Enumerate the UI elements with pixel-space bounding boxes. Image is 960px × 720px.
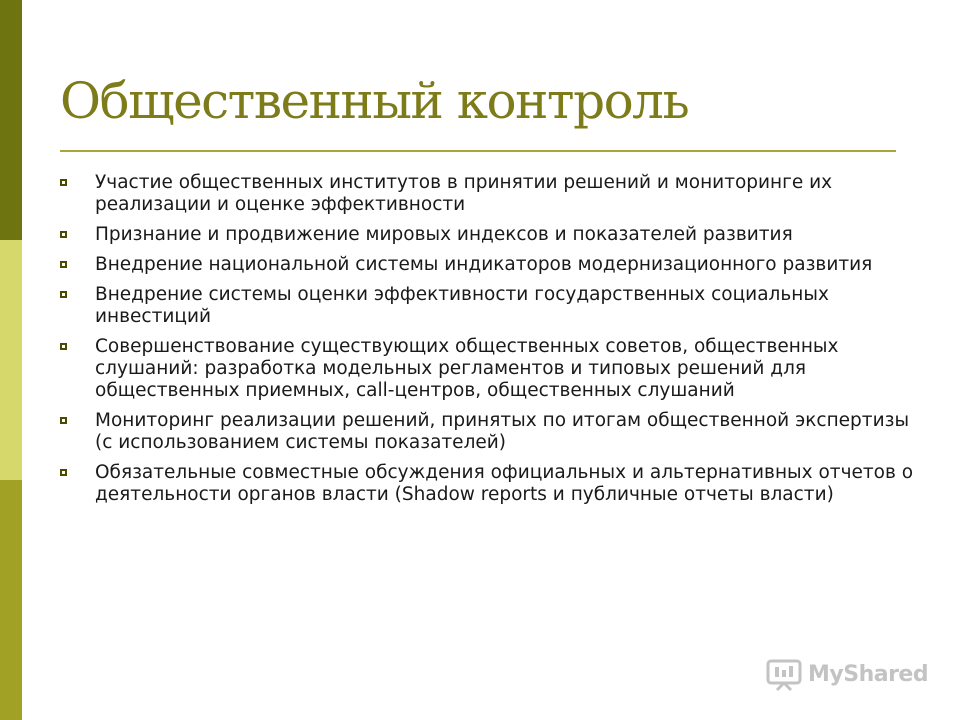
- bullet-item: [60, 284, 930, 328]
- bullet-item: [60, 336, 930, 402]
- title-divider: [60, 150, 896, 152]
- bullet-item: [60, 224, 930, 246]
- sidebar-segment-top: [0, 0, 22, 240]
- bullet-list: [60, 172, 930, 514]
- bullet-text: Признание и продвижение мировых индексов и показателей развития: [95, 224, 793, 245]
- bullet-item: [60, 410, 930, 454]
- sidebar-segment-bottom: [0, 480, 22, 720]
- watermark-text: MyShared: [808, 661, 929, 687]
- square-bullet-icon: [60, 417, 67, 424]
- presentation-board-icon: [766, 657, 802, 691]
- square-bullet-icon: [60, 231, 67, 238]
- myshared-watermark: [766, 656, 928, 692]
- square-bullet-icon: [60, 343, 67, 350]
- bullet-text: Обязательные совместные обсуждения официальных и альтернативных отчетов о деятельности органов власти (Shadow reports и публичные отчеты власти): [95, 462, 914, 505]
- bullet-item: [60, 462, 930, 506]
- bullet-text: Внедрение национальной системы индикаторов модернизационного развития: [95, 254, 873, 275]
- bullet-text: Участие общественных институтов в принятии решений и мониторинге их реализации и оценке эффективности: [95, 172, 833, 215]
- sidebar-segment-middle: [0, 240, 22, 480]
- bullet-text: Мониторинг реализации решений, принятых по итогам общественной экспертизы (с использованием системы показателей): [95, 410, 910, 453]
- square-bullet-icon: [60, 291, 67, 298]
- bullet-text: Совершенствование существующих общественных советов, общественных слушаний: разработка модельных регламентов и типовых решений для общественных приемных, call-центров, общественных слушаний: [95, 336, 839, 401]
- decorative-sidebar: [0, 0, 22, 720]
- bullet-item: [60, 254, 930, 276]
- bullet-text: Внедрение системы оценки эффективности государственных социальных инвестиций: [95, 284, 829, 327]
- slide-title: Общественный контроль: [60, 72, 689, 130]
- square-bullet-icon: [60, 179, 67, 186]
- bullet-item: [60, 172, 930, 216]
- square-bullet-icon: [60, 261, 67, 268]
- square-bullet-icon: [60, 469, 67, 476]
